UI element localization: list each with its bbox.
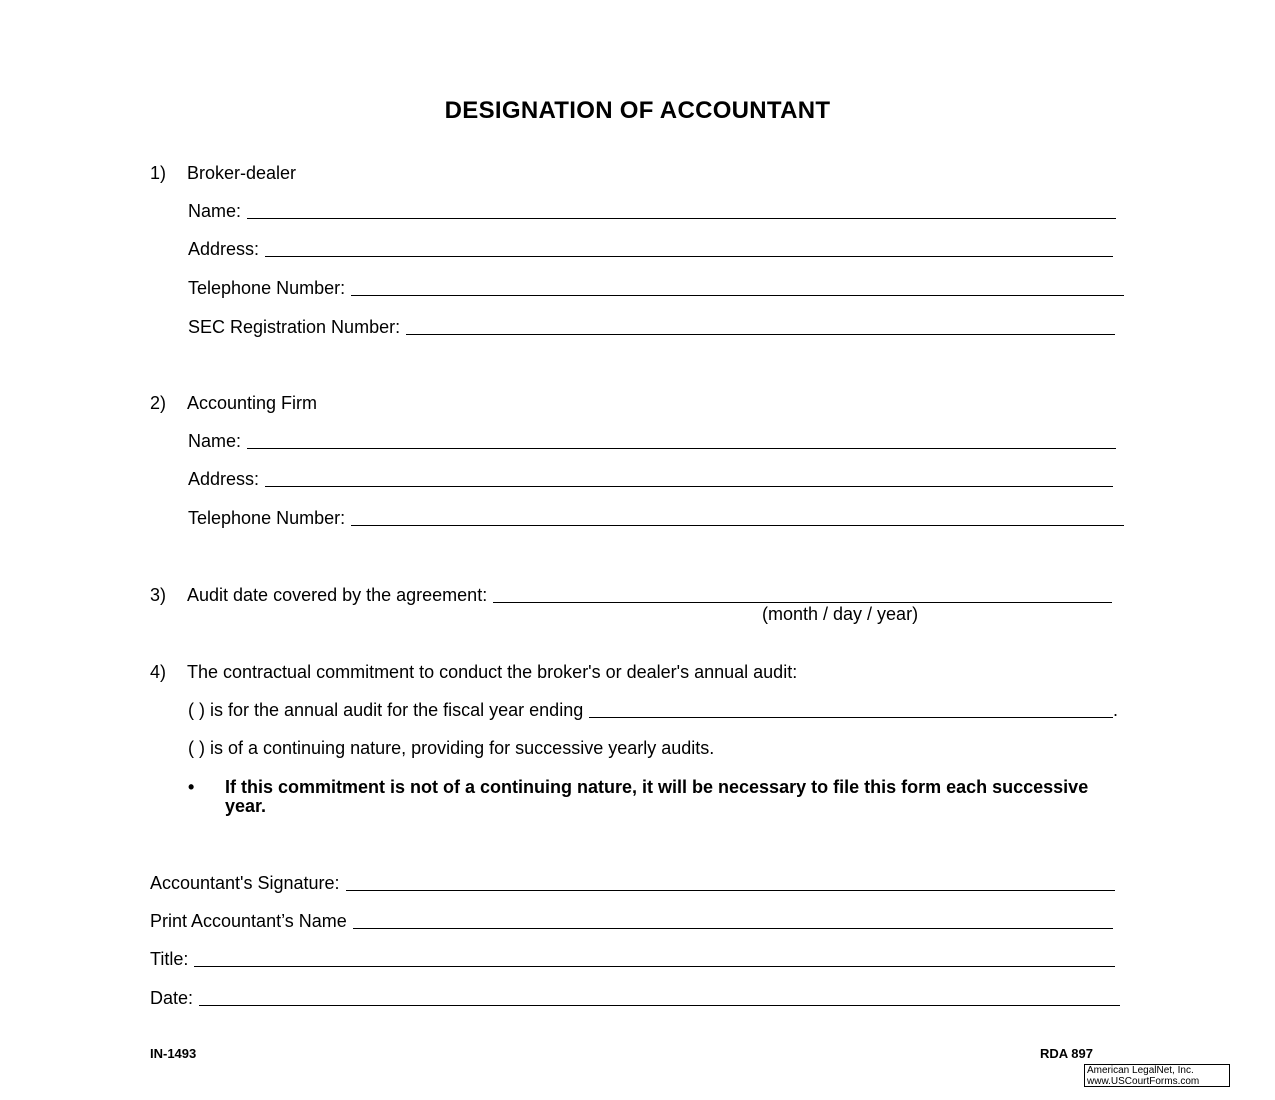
field-label: Accountant's Signature: [150, 873, 340, 893]
stamp-line-1: American LegalNet, Inc. [1087, 1065, 1194, 1076]
field-label: Name: [188, 431, 242, 451]
field-label: Title: [150, 949, 189, 969]
continuing-nature-option [188, 737, 714, 759]
broker-name-field [188, 200, 1116, 222]
audit-date-field [150, 584, 1112, 606]
field-label: Audit date covered by the agreement: [187, 585, 488, 605]
firm-address-input-line[interactable] [265, 485, 1113, 487]
section-number: 4) [150, 662, 167, 682]
date-field [150, 987, 1120, 1009]
accountant-print-name-field [150, 910, 1113, 932]
field-label: SEC Registration Number: [188, 317, 401, 337]
section-number: 3) [150, 585, 167, 605]
broker-sec-registration-field [188, 316, 1115, 338]
field-label: Name: [188, 201, 242, 221]
date-input-line[interactable] [199, 1004, 1120, 1006]
section-heading: Broker-dealer [187, 163, 297, 183]
broker-address-input-line[interactable] [265, 255, 1113, 257]
fiscal-year-option [188, 699, 1118, 721]
broker-telephone-input-line[interactable] [351, 294, 1124, 296]
stamp-line-2: www.USCourtForms.com [1087, 1075, 1200, 1087]
form-code-left: IN-1493 [150, 1046, 197, 1061]
print-name-input-line[interactable] [353, 927, 1113, 929]
accountant-signature-field [150, 872, 1115, 894]
form-title: DESIGNATION OF ACCOUNTANT [444, 97, 831, 124]
firm-telephone-input-line[interactable] [351, 524, 1124, 526]
broker-name-input-line[interactable] [247, 217, 1116, 219]
field-label: Telephone Number: [188, 278, 346, 298]
form-code-right: RDA 897 [1040, 1046, 1093, 1061]
publisher-stamp [1084, 1064, 1230, 1087]
title-input-line[interactable] [194, 965, 1115, 967]
firm-name-input-line[interactable] [247, 447, 1116, 449]
field-label: Print Accountant’s Name [150, 911, 347, 931]
accountant-title-field [150, 948, 1115, 970]
section-2-heading-row [150, 392, 317, 414]
fiscal-year-ending-input-line[interactable] [589, 716, 1113, 718]
section-4-heading-row [150, 661, 797, 683]
broker-sec-registration-input-line[interactable] [406, 333, 1115, 335]
firm-address-field [188, 468, 1113, 490]
section-heading: The contractual commitment to conduct the broker's or dealer's annual audit: [187, 662, 798, 682]
section-number: 2) [150, 393, 167, 413]
section-number: 1) [150, 163, 167, 183]
section-heading: Accounting Firm [187, 393, 318, 413]
bullet-icon: • [188, 777, 195, 797]
firm-telephone-field [188, 507, 1124, 529]
broker-telephone-field [188, 277, 1124, 299]
section-1-heading-row [150, 162, 296, 184]
continuing-nature-note [188, 778, 1118, 816]
field-label: Telephone Number: [188, 508, 346, 528]
broker-address-field [188, 238, 1113, 260]
fiscal-year-option-label[interactable]: ( ) is for the annual audit for the fiscal year ending [188, 700, 584, 720]
signature-input-line[interactable] [346, 889, 1115, 891]
date-format-hint: (month / day / year) [762, 604, 919, 624]
period-mark: . [1112, 700, 1118, 720]
firm-name-field [188, 430, 1116, 452]
continuing-nature-option-label[interactable]: ( ) is of a continuing nature, providing for successive yearly audits. [188, 738, 715, 758]
note-text: If this commitment is not of a continuing nature, it will be necessary to file this form each successive year. [225, 777, 1089, 816]
field-label: Address: [188, 469, 260, 489]
field-label: Address: [188, 239, 260, 259]
field-label: Date: [150, 988, 194, 1008]
